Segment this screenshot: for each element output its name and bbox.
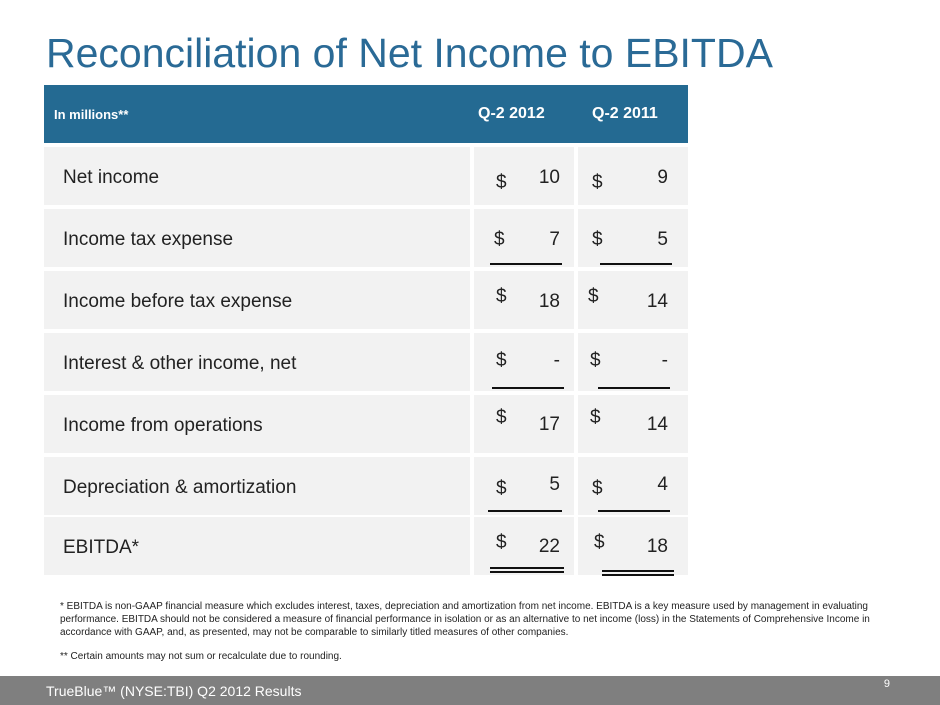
subtotal-rule <box>598 387 670 389</box>
currency-symbol: $ <box>592 229 603 250</box>
row-label-cell <box>44 457 470 515</box>
currency-symbol: $ <box>592 478 603 499</box>
subtotal-rule <box>600 263 672 265</box>
row-label-cell <box>44 209 470 267</box>
currency-symbol: $ <box>590 407 601 428</box>
q2-2012-cell <box>474 395 574 453</box>
q2-2012-cell <box>474 271 574 329</box>
row-label: EBITDA* <box>63 537 140 558</box>
q2-2012-value: 17 <box>538 414 560 435</box>
footnote-rounding: ** Certain amounts may not sum or recalculate due to rounding. <box>60 651 342 662</box>
currency-symbol: $ <box>590 350 601 371</box>
q2-2011-value: 4 <box>657 474 668 495</box>
q2-2011-value: 9 <box>657 167 668 188</box>
q2-2011-cell <box>578 517 688 575</box>
currency-symbol: $ <box>496 407 507 428</box>
q2-2011-value: 14 <box>646 291 668 312</box>
q2-2011-cell <box>578 457 688 515</box>
q2-2011-cell <box>578 271 688 329</box>
row-label-cell <box>44 271 470 329</box>
q2-2012-value: 22 <box>538 536 560 557</box>
q2-2011-value: 18 <box>646 536 668 557</box>
currency-symbol: $ <box>496 532 507 553</box>
subtotal-rule <box>598 510 670 512</box>
table-row <box>44 395 688 453</box>
table-row-total <box>44 517 688 575</box>
row-label-cell <box>44 395 470 453</box>
row-label-cell <box>44 147 470 205</box>
subtotal-rule <box>488 510 562 512</box>
q2-2011-cell <box>578 395 688 453</box>
subtotal-rule <box>492 387 564 389</box>
footer-bar <box>0 676 940 705</box>
footnote-ebitda: * EBITDA is non-GAAP financial measure which excludes interest, taxes, depreciation and amortization from net income. EBITDA is a key measure used by management in evaluating performance. EBITDA should not be considered a measure of financial performance in isolation or as an alternative to net income (loss) in the Statements of Comprehensive Income in accordance with GAAP, and, as presented, may not be comparable to similarly titled measures of other companies. <box>60 601 870 638</box>
table-row <box>44 147 688 205</box>
table-row <box>44 457 688 515</box>
currency-symbol: $ <box>592 172 603 193</box>
total-double-rule <box>490 567 564 573</box>
table-row <box>44 271 688 329</box>
footer-text: TrueBlue™ (NYSE:TBI) Q2 2012 Results <box>46 683 302 699</box>
q2-2011-cell <box>578 333 688 391</box>
page-title: Reconciliation of Net Income to EBITDA <box>46 30 773 76</box>
row-label-cell <box>44 517 470 575</box>
row-label: Income from operations <box>63 415 263 436</box>
row-label: Depreciation & amortization <box>63 477 297 498</box>
row-label: Income before tax expense <box>63 291 293 312</box>
q2-2012-cell <box>474 147 574 205</box>
q2-2012-value: 18 <box>538 291 560 312</box>
q2-2012-value: 10 <box>538 167 560 188</box>
table-row <box>44 209 688 267</box>
q2-2012-value: - <box>553 350 560 371</box>
currency-symbol: $ <box>496 286 507 307</box>
currency-symbol: $ <box>594 532 605 553</box>
currency-symbol: $ <box>496 350 507 371</box>
q2-2011-value: 14 <box>646 414 668 435</box>
table-header <box>44 85 688 143</box>
q2-2012-cell <box>474 209 574 267</box>
q2-2012-value: 5 <box>549 474 560 495</box>
currency-symbol: $ <box>496 478 507 499</box>
subtotal-rule <box>490 263 562 265</box>
currency-symbol: $ <box>494 229 505 250</box>
row-label: Interest & other income, net <box>63 353 297 374</box>
currency-symbol: $ <box>496 172 507 193</box>
currency-symbol: $ <box>588 286 599 307</box>
row-label-cell <box>44 333 470 391</box>
header-units-label: In millions** <box>54 107 129 122</box>
header-q2-2012: Q-2 2012 <box>478 105 545 122</box>
row-label: Income tax expense <box>63 229 234 250</box>
q2-2012-value: 7 <box>549 229 560 250</box>
q2-2011-cell <box>578 209 688 267</box>
q2-2011-cell <box>578 147 688 205</box>
page-number: 9 <box>883 678 890 690</box>
q2-2011-value: - <box>661 350 668 371</box>
header-q2-2011: Q-2 2011 <box>592 105 658 122</box>
q2-2012-cell <box>474 333 574 391</box>
q2-2011-value: 5 <box>657 229 668 250</box>
total-double-rule <box>602 570 674 576</box>
q2-2012-cell <box>474 457 574 515</box>
table-row <box>44 333 688 391</box>
row-label: Net income <box>63 167 160 188</box>
